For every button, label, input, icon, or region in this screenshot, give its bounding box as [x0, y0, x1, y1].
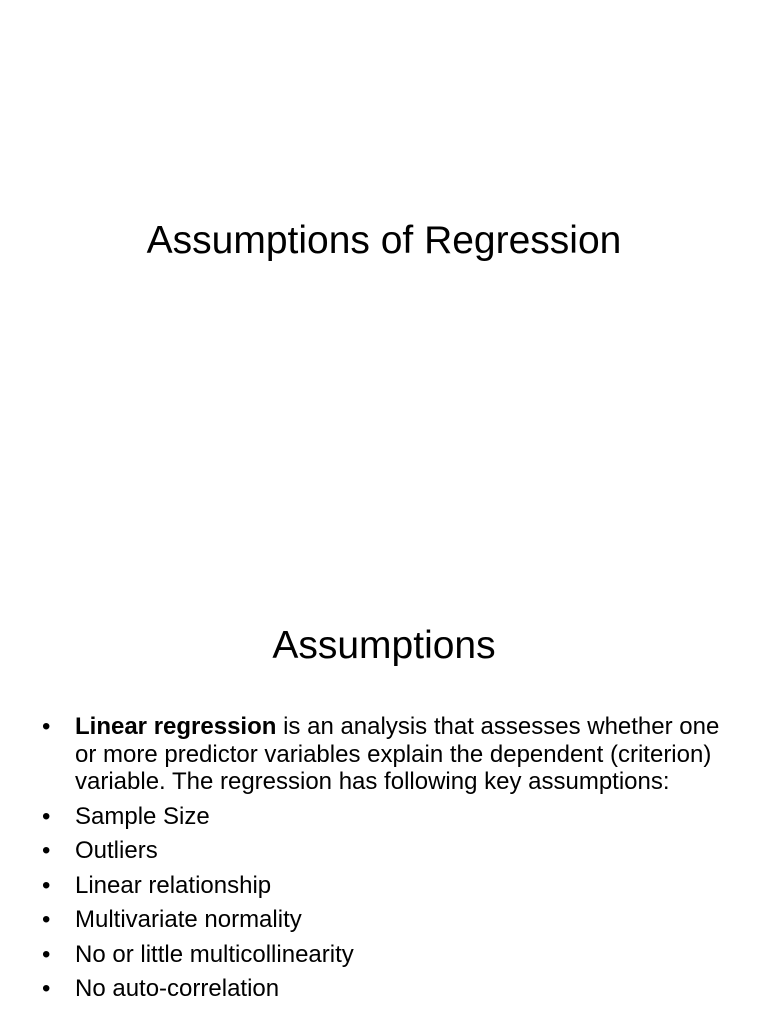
- bullet-icon: •: [42, 975, 51, 1002]
- list-item-label: Linear relationship: [75, 871, 272, 899]
- list-item-label: No auto-correlation: [75, 975, 280, 1002]
- list-item: [0, 872, 768, 900]
- list-item: [0, 941, 768, 969]
- assumptions-list: [0, 713, 768, 1010]
- bullet-icon: •: [42, 871, 51, 899]
- intro-bold-term: Linear regression: [75, 713, 277, 740]
- list-item-label: Outliers: [75, 837, 158, 864]
- bullet-icon: •: [42, 713, 51, 740]
- list-item-label: No or little multicollinearity: [75, 940, 354, 968]
- slide-title: Assumptions of Regression: [146, 219, 622, 262]
- list-item: [0, 837, 768, 865]
- bullet-icon: •: [42, 940, 51, 968]
- intro-text: is an analysis that assesses whether one or more predictor variables explain the dependent (criterion) variable. The regression has following key assumptions:: [75, 713, 720, 795]
- bullet-icon: •: [42, 837, 51, 864]
- list-item: [0, 906, 768, 934]
- intro-bullet: [0, 713, 768, 796]
- list-item-label: Multivariate normality: [75, 906, 302, 933]
- slide-2: [0, 576, 768, 1024]
- list-item: [0, 975, 768, 1003]
- list-item: [0, 803, 768, 831]
- list-item-label: Sample Size: [75, 802, 210, 830]
- slide-heading: Assumptions: [272, 624, 496, 667]
- bullet-icon: •: [42, 906, 51, 933]
- bullet-icon: •: [42, 802, 51, 830]
